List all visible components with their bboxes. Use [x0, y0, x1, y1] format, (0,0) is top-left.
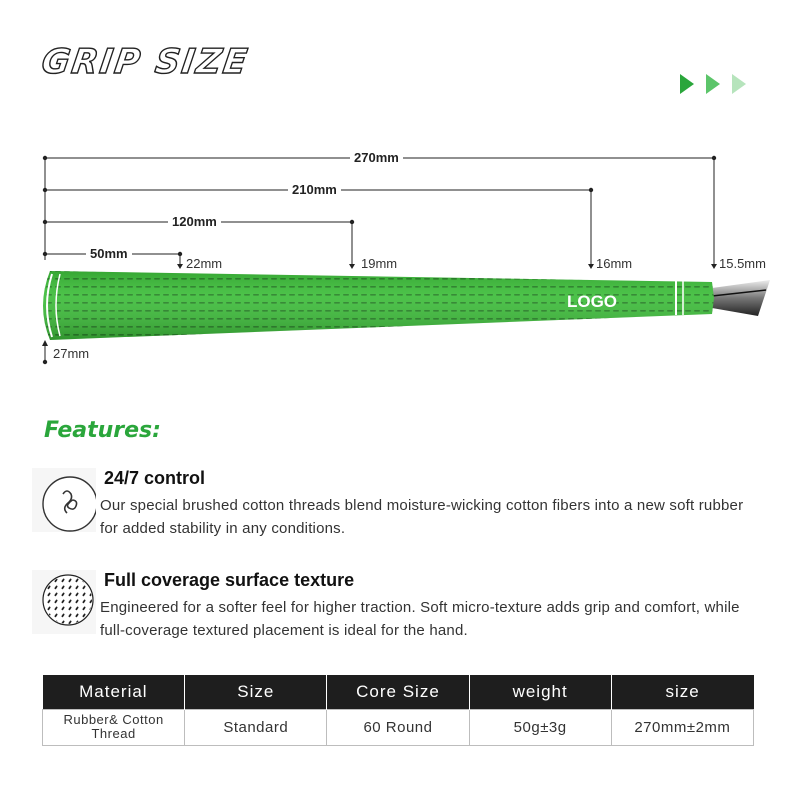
grip-logo-text: LOGO [566, 292, 618, 311]
table-row [43, 709, 754, 745]
cell-size-2: 270mm±2mm [611, 709, 753, 745]
chevron-arrows-icon [678, 72, 758, 96]
cell-material: Rubber& Cotton Thread [43, 709, 185, 745]
header-weight: weight [469, 675, 611, 709]
feature-heading: Full coverage surface texture [104, 570, 355, 590]
header-size: Size [185, 675, 327, 709]
feature-item [32, 468, 772, 548]
diameter-27-label: 27mm [53, 346, 90, 361]
cell-size: Standard [185, 709, 327, 745]
page-title: GRIP SIZE [39, 42, 252, 82]
length-50-label: 50mm [86, 246, 132, 262]
texture-pattern-icon [32, 570, 96, 634]
feature-heading: 24/7 control [104, 468, 206, 488]
specs-table [42, 675, 754, 746]
features-title: Features: [44, 418, 161, 443]
feature-item [32, 570, 772, 650]
diameter-16-label: 16mm [596, 256, 633, 271]
cell-weight: 50g±3g [469, 709, 611, 745]
fingerprint-icon [32, 468, 96, 532]
diameter-19-label: 19mm [361, 256, 398, 271]
length-120-label: 120mm [168, 214, 221, 230]
header-size-2: size [611, 675, 753, 709]
diameter-15-5-label: 15.5mm [719, 256, 766, 271]
cell-core-size: 60 Round [327, 709, 469, 745]
length-210-label: 210mm [288, 182, 341, 198]
header-material: Material [43, 675, 185, 709]
feature-description: Engineered for a softer feel for higher traction. Soft micro-texture adds grip and comfort, while full-coverage textured placement is ideal for the hand. [100, 599, 740, 639]
length-270-label: 270mm [350, 150, 403, 166]
header-core-size: Core Size [327, 675, 469, 709]
grip-dimension-diagram [0, 140, 800, 380]
table-header-row [43, 675, 754, 709]
feature-description: Our special brushed cotton threads blend moisture-wicking cotton fibers into a new soft rubber for added stability in any conditions. [100, 497, 744, 537]
diameter-22-label: 22mm [186, 256, 223, 271]
